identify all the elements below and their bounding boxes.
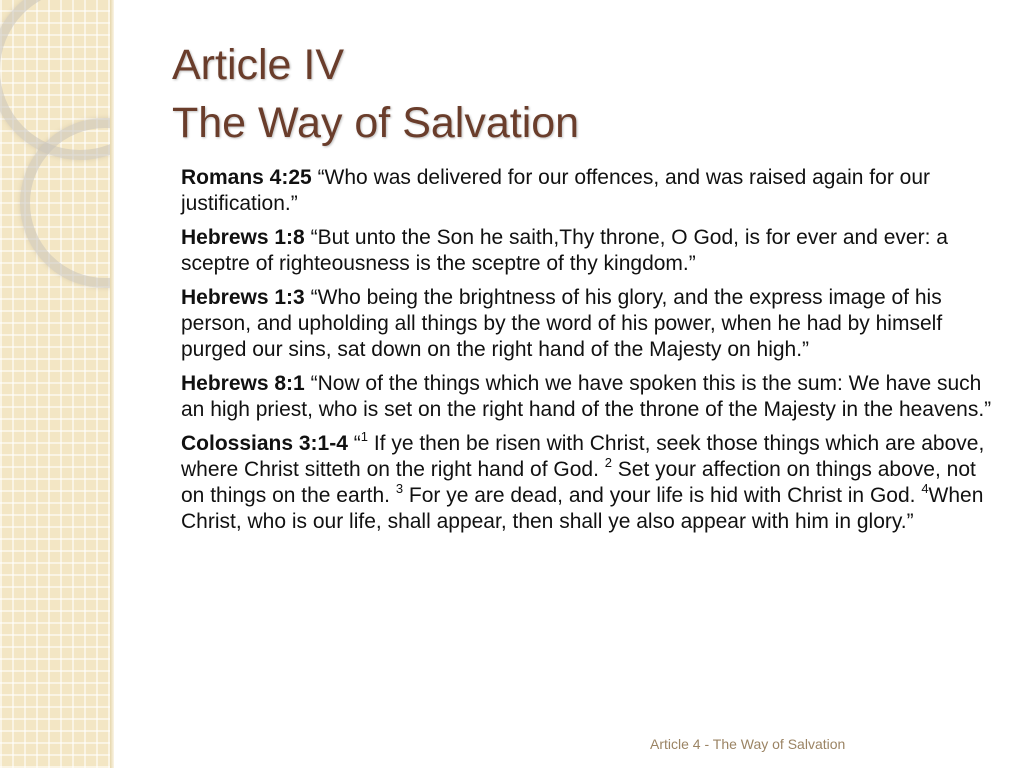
passage-reference: Hebrews 8:1	[181, 372, 305, 395]
verse-4-text: When Christ, who is our life, shall appear, then shall ye also appear with him in glory.”	[181, 484, 984, 533]
verse-number-2: 2	[604, 455, 612, 470]
passage-text: “Who was delivered for our offences, and was raised again for our justification.”	[181, 166, 930, 215]
verse-3-text: For ye are dead, and your life is hid with Christ in God.	[403, 484, 922, 507]
passage-text: “But unto the Son he saith,Thy throne, O God, is for ever and ever: a sceptre of righteousness is the sceptre of thy kingdom.”	[181, 226, 948, 275]
passage-romans-4-25	[181, 165, 996, 217]
passage-colossians-3-1-4	[181, 431, 996, 535]
passage-reference: Romans 4:25	[181, 166, 312, 189]
slide-body	[181, 165, 996, 543]
slide-footer: Article 4 - The Way of Salvation	[650, 736, 846, 752]
verse-number-1: 1	[360, 429, 368, 444]
verse-number-4: 4	[921, 481, 929, 496]
verse-2-text: Set your affection on things above, not on things on the earth.	[181, 458, 976, 507]
passage-hebrews-1-3	[181, 285, 996, 363]
passage-hebrews-1-8	[181, 225, 996, 277]
slide-title	[172, 36, 972, 152]
passage-hebrews-8-1	[181, 371, 996, 423]
passage-text: “Who being the brightness of his glory, and the express image of his person, and upholding all things by the word of his power, when he had by himself purged our sins, sat down on the right hand of the Majesty on high.”	[181, 286, 943, 361]
open-quote: “	[353, 432, 361, 455]
side-band-edge	[110, 0, 114, 768]
decorative-side-band	[0, 0, 110, 768]
passage-reference: Colossians 3:1-4	[181, 432, 348, 455]
title-line-2: The Way of Salvation	[172, 99, 580, 147]
title-line-1: Article IV	[172, 41, 345, 89]
passage-reference: Hebrews 1:3	[181, 286, 305, 309]
verse-number-3: 3	[395, 481, 404, 496]
verse-1-text: If ye then be risen with Christ, seek those things which are above, where Christ sitteth on the right hand of God.	[181, 432, 985, 481]
passage-text: “Now of the things which we have spoken this is the sum: We have such an high priest, who is set on the right hand of the throne of the Majesty in the heavens.”	[181, 372, 992, 421]
passage-reference: Hebrews 1:8	[181, 226, 305, 249]
